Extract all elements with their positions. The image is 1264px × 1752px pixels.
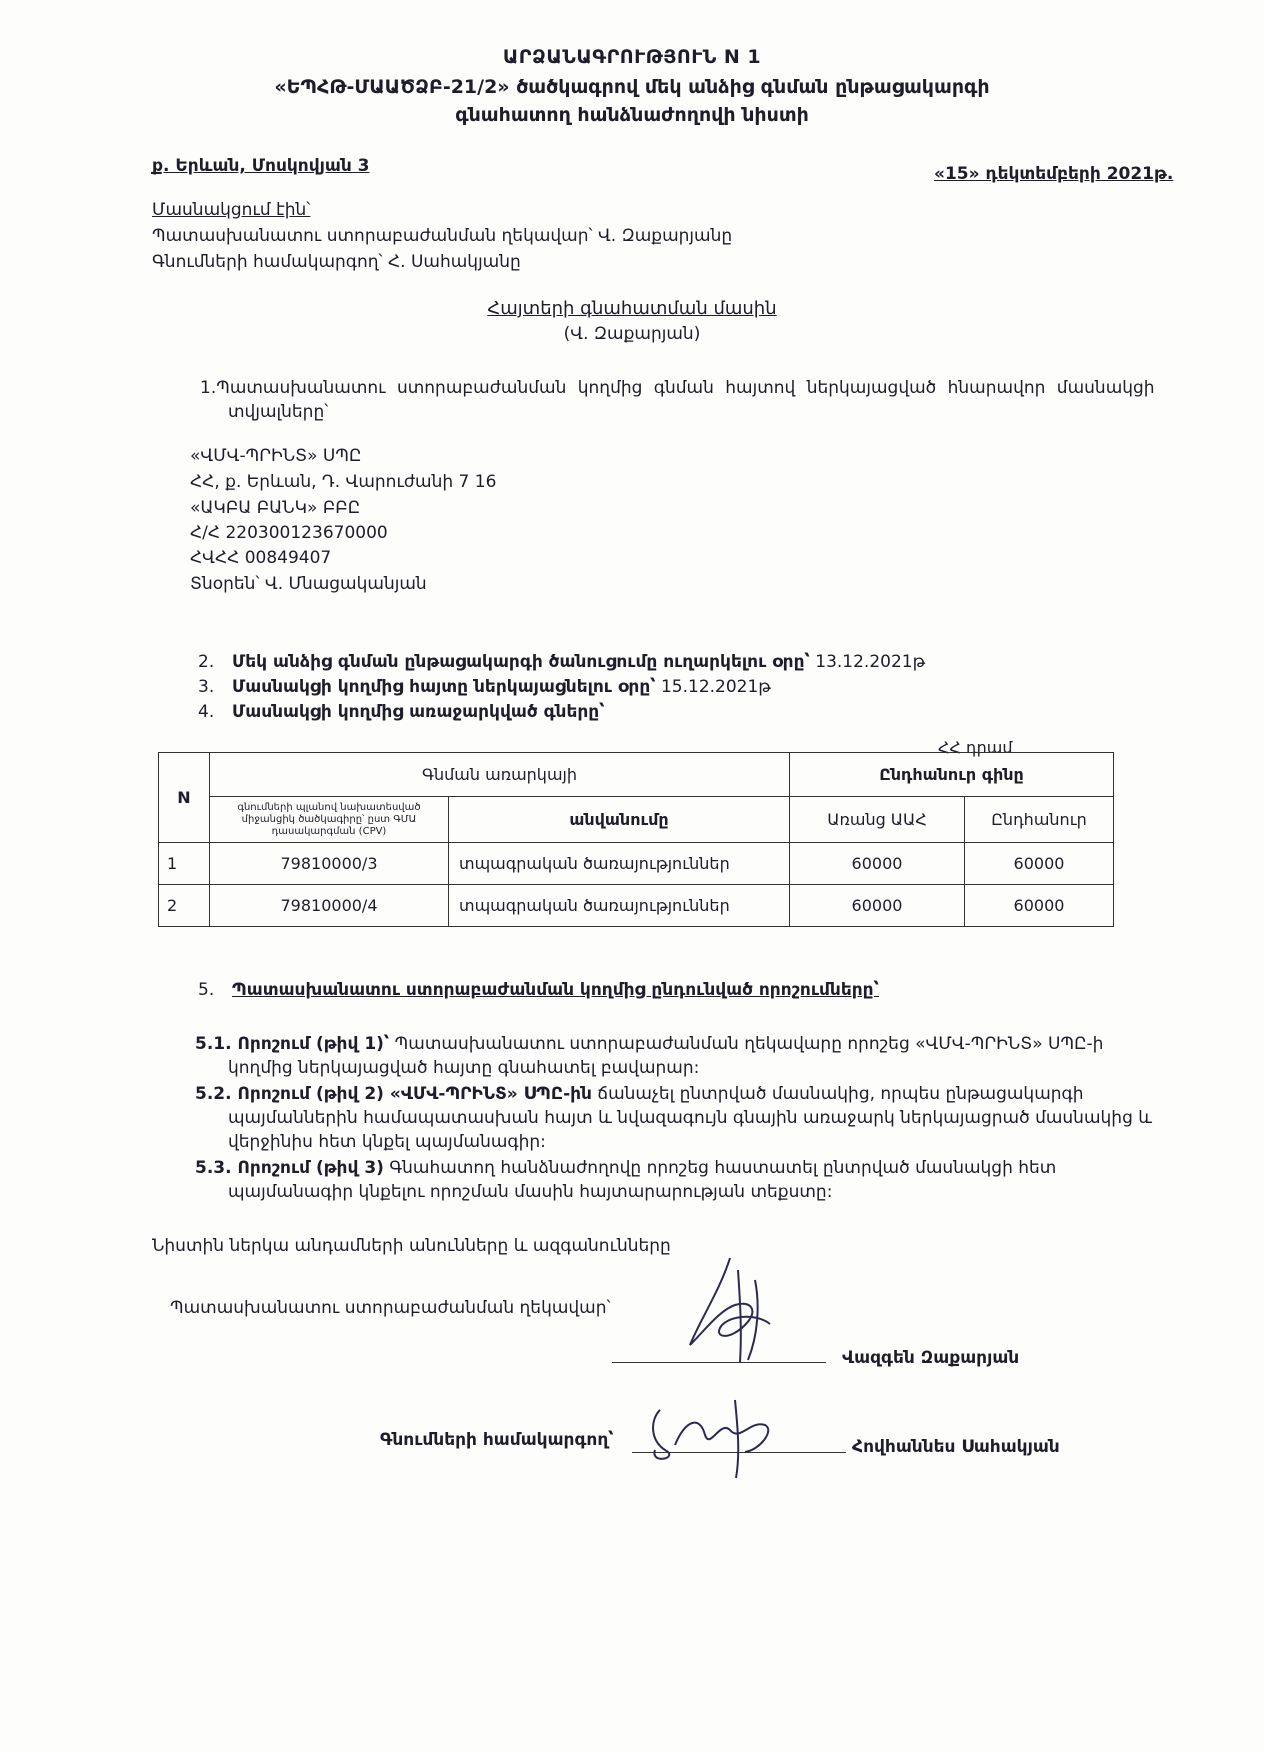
item-number: 4. [198, 702, 215, 722]
decision-1 [195, 1034, 1103, 1054]
item-value: 13.12.2021թ [809, 652, 926, 672]
item-number: 3. [198, 677, 215, 697]
decision-3-label: 5.3. Որոշում (թիվ 3) [195, 1158, 384, 1178]
decision-2 [195, 1084, 1084, 1104]
item-value: 15.12.2021թ [655, 677, 771, 697]
signatory-2-name: Հովհաննես Սահակյան [852, 1437, 1060, 1457]
members-heading: Նիստին ներկա անդամների անունները և ազգանունները [152, 1236, 671, 1256]
decision-2-continued-1: պայմաններին համապատասխան հայտ և նվազագույն գնային առաջարկ ներկայացրած մասնակից և [228, 1108, 1153, 1128]
item-label: Մեկ անձից գնման ընթացակարգի ծանուցումը ուղարկելու օրը՝ [232, 652, 810, 672]
decision-1-label: 5.1. Որոշում (թիվ 1)՝ [195, 1034, 390, 1054]
section-title: Հայտերի գնահատման մասին [487, 298, 777, 319]
participants-heading: Մասնակցում էին՝ [152, 200, 311, 220]
decision-2-text: ճանաչել ընտրված մասնակից, որպես ընթացակարգի [591, 1084, 1084, 1104]
cell-n: 1 [159, 843, 210, 885]
cell-total: 60000 [965, 885, 1114, 927]
col-header-all: Ընդհանուր [965, 797, 1114, 843]
cell-n: 2 [159, 885, 210, 927]
col-header-cpv: գնումների պլանով նախատեսված միջանցիկ ծածկագիրը՝ ըստ ԳՄԱ դասակարգման (CPV) [210, 797, 449, 843]
price-table [158, 752, 1114, 927]
cell-novat: 60000 [790, 843, 965, 885]
currency-label: ՀՀ դրամ [938, 738, 1013, 757]
item-label: Մասնակցի կողմից հայտը ներկայացնելու օրը՝ [232, 677, 656, 697]
col-header-n: N [159, 753, 210, 843]
participant-line-1: Պատասխանատու ստորաբաժանման ղեկավար՝ Վ. Զաքարյանը [152, 226, 733, 246]
bidder-tin: ՀՎՀՀ 00849407 [190, 548, 332, 568]
decision-3-continued: պայմանագիր կնքելու որոշման մասին հայտարարության տեքստը: [228, 1182, 833, 1202]
table-row [159, 843, 1114, 885]
item-1-line-1: 1.Պատասխանատու ստորաբաժանման կողմից գնման հայտով ներկայացված հնարավոր մասնակցի [200, 378, 1155, 398]
decisions-title: Պատասխանատու ստորաբաժանման կողմից ընդունված որոշումները՝ [232, 980, 879, 1000]
item-number: 2. [198, 652, 215, 672]
cell-novat: 60000 [790, 885, 965, 927]
document-subtitle-2: գնահատող հանձնաժողովի նիստի [455, 104, 809, 126]
cell-name: տպագրական ծառայություններ [449, 885, 790, 927]
decision-2-continued-2: վերջինիս հետ կնքել պայմանագիր: [228, 1132, 546, 1152]
decision-1-text: Պատասխանատու ստորաբաժանման ղեկավարը որոշեց «ՎՄՎ-ՊՐԻՆՏ» ՍՊԸ-ի [389, 1034, 1104, 1054]
cell-total: 60000 [965, 843, 1114, 885]
item-4 [198, 702, 605, 722]
bidder-name: «ՎՄՎ-ՊՐԻՆՏ» ՍՊԸ [190, 446, 362, 466]
bidder-account: Հ/Հ 220300123670000 [190, 523, 388, 543]
document-subtitle-1: «ԵՊՀԹ-ՄԱԱԾՁԲ-21/2» ծածկագրով մեկ անձից գնման ընթացակարգի [274, 76, 990, 98]
table-row [159, 885, 1114, 927]
item-3 [198, 677, 771, 697]
col-header-subject: Գնման առարկայի [210, 753, 790, 797]
decisions-heading [198, 980, 879, 1000]
signature-line-2 [632, 1452, 846, 1453]
col-header-name: անվանումը [449, 797, 790, 843]
signatory-1-name: Վազգեն Զաքարյան [842, 1348, 1020, 1368]
decision-1-continued: կողմից ներկայացված հայտը գնահատել բավարար: [228, 1058, 700, 1078]
bidder-director: Տնօրեն՝ Վ. Մնացականյան [190, 574, 427, 594]
item-1-line-2: տվյալները՝ [228, 402, 329, 422]
signature-line-1 [612, 1362, 826, 1363]
participant-line-2: Գնումների համակարգող՝ Հ. Սահակյանը [152, 252, 521, 272]
cell-cpv: 79810000/4 [210, 885, 449, 927]
meeting-place: ք. Երևան, Մոսկովյան 3 [152, 156, 370, 176]
decision-2-label: 5.2. Որոշում (թիվ 2) «ՎՄՎ-ՊՐԻՆՏ» ՍՊԸ-ին [195, 1084, 592, 1104]
decision-3 [195, 1158, 1056, 1178]
signature-2-image [640, 1390, 790, 1480]
cell-cpv: 79810000/3 [210, 843, 449, 885]
section-author: (Վ. Զաքարյան) [563, 324, 701, 344]
col-header-total: Ընդհանուր գինը [790, 753, 1114, 797]
document-title: ԱՐՁԱՆԱԳՐՈՒԹՅՈՒՆ N 1 [502, 46, 762, 68]
col-header-novat: Առանց ԱԱՀ [790, 797, 965, 843]
signatory-1-role: Պատասխանատու ստորաբաժանման ղեկավար՝ [170, 1298, 611, 1318]
cell-name: տպագրական ծառայություններ [449, 843, 790, 885]
bidder-bank: «ԱԿԲԱ ԲԱՆԿ» ԲԲԸ [190, 498, 361, 518]
item-2 [198, 652, 925, 672]
meeting-date: «15» դեկտեմբերի 2021թ. [934, 164, 1174, 184]
decision-3-text: Գնահատող հանձնաժողովը որոշեց հաստատել ընտրված մասնակցի հետ [383, 1158, 1057, 1178]
signatory-2-role: Գնումների համակարգող՝ [380, 1430, 614, 1450]
item-label: Մասնակցի կողմից առաջարկված գները՝ [232, 702, 605, 722]
signature-1-image [660, 1250, 810, 1370]
bidder-address: ՀՀ, ք. Երևան, Դ. Վարուժանի 7 16 [190, 472, 497, 492]
decisions-number: 5. [198, 980, 215, 1000]
